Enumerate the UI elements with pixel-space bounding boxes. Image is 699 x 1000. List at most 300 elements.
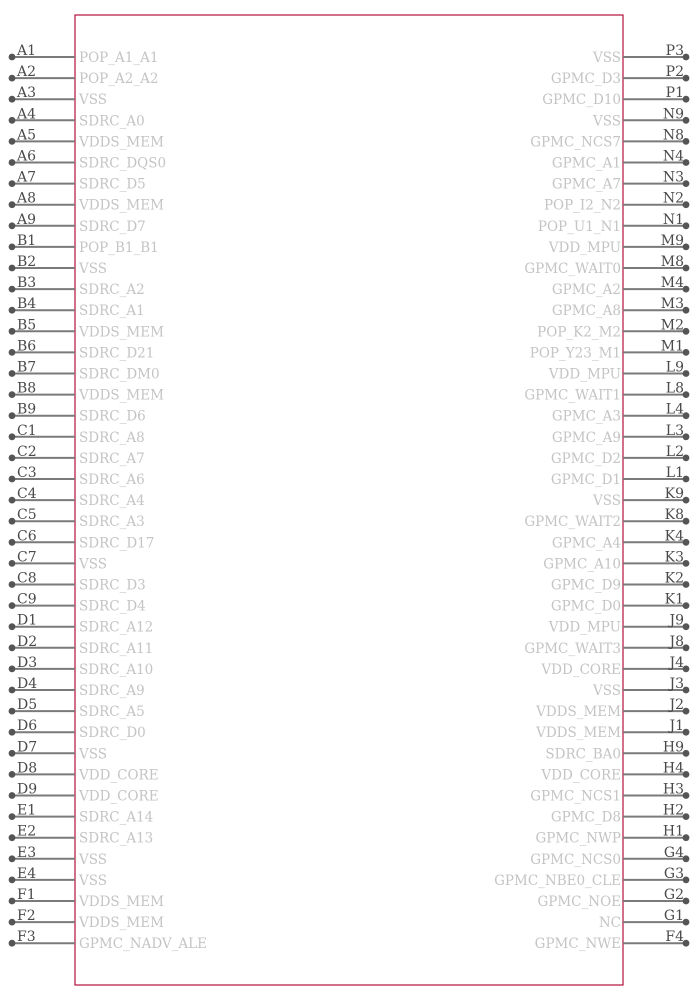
pin-name: SDRC_A5 bbox=[79, 704, 145, 721]
pin-name: GPMC_A8 bbox=[551, 303, 621, 320]
pin-number: J9 bbox=[669, 612, 684, 629]
pin-name: GPMC_NCS7 bbox=[530, 134, 621, 151]
pin-number: C1 bbox=[17, 422, 37, 439]
right-pin bbox=[530, 782, 689, 805]
right-pin bbox=[552, 170, 690, 193]
left-pin bbox=[9, 43, 159, 66]
pin-name: POP_A2_A2 bbox=[79, 71, 159, 88]
pin-name: POP_Y23_M1 bbox=[529, 345, 621, 362]
pin-name: VDD_MPU bbox=[548, 366, 621, 383]
pin-name: SDRC_D5 bbox=[79, 176, 146, 193]
left-pin bbox=[9, 908, 164, 931]
pin-name: GPMC_WAIT2 bbox=[524, 514, 621, 531]
pin-number: A1 bbox=[17, 43, 37, 59]
pin-name: SDRC_A6 bbox=[79, 472, 145, 488]
pin-name: SDRC_A12 bbox=[79, 619, 154, 636]
pin-end-dot bbox=[9, 602, 16, 609]
pin-number: C3 bbox=[17, 465, 37, 481]
right-pin bbox=[552, 423, 690, 446]
pin-number: B3 bbox=[17, 275, 37, 292]
pin-number: C4 bbox=[17, 486, 37, 503]
pin-number: L3 bbox=[665, 422, 684, 439]
left-pin bbox=[9, 549, 107, 572]
pin-name: POP_I2_N2 bbox=[543, 197, 621, 214]
pin-name: GPMC_NOE bbox=[537, 894, 621, 910]
pin-name: VSS bbox=[592, 113, 621, 130]
pin-name: SDRC_A1 bbox=[79, 303, 145, 320]
pin-name: VSS bbox=[592, 493, 621, 510]
pin-name: SDRC_BA0 bbox=[545, 746, 621, 763]
pin-number: K1 bbox=[664, 591, 684, 608]
pin-end-dot bbox=[9, 560, 16, 567]
pin-name: VDDS_MEM bbox=[79, 324, 164, 341]
pin-number: L1 bbox=[665, 465, 684, 481]
pin-number: M2 bbox=[660, 317, 684, 334]
pin-number: K8 bbox=[664, 507, 684, 524]
right-pin bbox=[542, 85, 689, 108]
left-pin bbox=[9, 85, 107, 108]
pin-name: SDRC_D0 bbox=[79, 725, 146, 742]
pin-end-dot bbox=[9, 307, 16, 314]
pin-end-dot bbox=[9, 834, 16, 841]
pin-number: N9 bbox=[662, 106, 684, 123]
right-pin bbox=[548, 360, 690, 383]
right-pin bbox=[545, 739, 689, 762]
pin-name: VSS bbox=[79, 261, 108, 277]
right-pin bbox=[551, 444, 690, 467]
left-pin bbox=[9, 127, 164, 150]
pin-number: M1 bbox=[660, 338, 684, 355]
pin-end-dot bbox=[9, 729, 16, 736]
pin-name: VDD_CORE bbox=[541, 661, 621, 678]
pin-end-dot bbox=[9, 708, 16, 715]
left-pin bbox=[9, 423, 145, 446]
pin-number: G3 bbox=[663, 865, 684, 882]
pin-name: VDD_CORE bbox=[541, 767, 621, 784]
pin-name: POP_A1_A1 bbox=[79, 50, 159, 66]
pin-name: SDRC_A9 bbox=[79, 683, 145, 699]
left-pin bbox=[9, 64, 159, 87]
pin-name: GPMC_WAIT0 bbox=[524, 261, 621, 277]
pin-end-dot bbox=[9, 159, 16, 166]
pin-name: SDRC_A8 bbox=[79, 429, 145, 446]
pin-name: POP_B1_B1 bbox=[79, 239, 159, 256]
pin-end-dot bbox=[9, 666, 16, 673]
pin-number: C2 bbox=[17, 443, 37, 460]
left-pin bbox=[9, 317, 164, 340]
pin-name: GPMC_D3 bbox=[550, 71, 621, 88]
left-pin bbox=[9, 465, 145, 488]
pin-number: P2 bbox=[665, 64, 684, 81]
pin-number: D8 bbox=[17, 760, 38, 777]
left-pin bbox=[9, 486, 145, 509]
pin-number: J2 bbox=[669, 697, 684, 714]
pin-name: GPMC_A2 bbox=[551, 282, 621, 299]
pin-name: GPMC_NWP bbox=[535, 830, 621, 847]
right-pin bbox=[551, 465, 690, 488]
pin-end-dot bbox=[9, 518, 16, 525]
pin-number: C7 bbox=[17, 549, 37, 566]
pin-end-dot bbox=[9, 433, 16, 440]
pin-end-dot bbox=[9, 96, 16, 103]
pin-number: H1 bbox=[662, 823, 684, 840]
pin-end-dot bbox=[9, 750, 16, 757]
pin-name: SDRC_A4 bbox=[79, 493, 145, 510]
pin-number: C6 bbox=[17, 528, 37, 545]
pin-number: G2 bbox=[663, 887, 684, 903]
pin-number: D1 bbox=[17, 612, 38, 629]
left-pin bbox=[9, 929, 207, 952]
pin-name: VDDS_MEM bbox=[79, 134, 164, 151]
pin-number: B2 bbox=[17, 254, 37, 270]
pin-number: K3 bbox=[664, 549, 684, 566]
pin-name: VSS bbox=[79, 92, 108, 109]
pin-number: H2 bbox=[662, 802, 684, 819]
pin-number: A9 bbox=[17, 211, 37, 228]
pin-number: N3 bbox=[662, 169, 684, 186]
pin-end-dot bbox=[9, 539, 16, 546]
pin-end-dot bbox=[9, 581, 16, 588]
right-pin bbox=[599, 908, 690, 931]
pin-end-dot bbox=[9, 117, 16, 124]
pin-name: GPMC_A9 bbox=[551, 429, 621, 446]
pin-number: J3 bbox=[669, 676, 684, 692]
pin-name: SDRC_A11 bbox=[79, 640, 154, 657]
pin-end-dot bbox=[9, 370, 16, 377]
pin-name: SDRC_D21 bbox=[79, 345, 155, 362]
pin-name: SDRC_A7 bbox=[79, 450, 145, 467]
pin-name: SDRC_D4 bbox=[79, 598, 146, 615]
pin-number: D7 bbox=[17, 739, 38, 756]
pin-number: N8 bbox=[662, 127, 684, 144]
pin-name: GPMC_D8 bbox=[550, 809, 621, 826]
right-pin bbox=[524, 634, 689, 657]
left-pin bbox=[9, 212, 146, 235]
left-pin bbox=[9, 402, 146, 425]
pin-number: H4 bbox=[662, 760, 684, 777]
right-pin bbox=[592, 43, 689, 66]
right-pin bbox=[552, 528, 690, 551]
pin-number: L2 bbox=[665, 443, 684, 460]
right-pin bbox=[530, 127, 689, 150]
left-pin bbox=[9, 655, 154, 678]
right-pin bbox=[552, 149, 690, 172]
pin-name: SDRC_A0 bbox=[79, 113, 145, 130]
pin-name: SDRC_A10 bbox=[79, 661, 154, 678]
right-pin bbox=[524, 254, 689, 277]
pin-end-dot bbox=[9, 813, 16, 820]
left-pin bbox=[9, 170, 146, 193]
pin-end-dot bbox=[9, 265, 16, 272]
pin-number: G4 bbox=[663, 844, 684, 861]
pin-number: F1 bbox=[17, 887, 36, 903]
left-pin bbox=[9, 106, 145, 129]
right-pin bbox=[552, 275, 690, 298]
pin-number: M8 bbox=[660, 254, 684, 270]
right-pin bbox=[592, 676, 689, 699]
pin-number: C9 bbox=[17, 591, 37, 608]
pin-number: A8 bbox=[17, 190, 37, 207]
pin-number: P1 bbox=[665, 85, 684, 102]
left-pin bbox=[9, 191, 164, 214]
pin-name: GPMC_NWE bbox=[534, 936, 621, 953]
pin-number: J4 bbox=[669, 654, 684, 671]
pin-name: SDRC_D7 bbox=[79, 218, 146, 235]
left-pin-column bbox=[9, 43, 207, 952]
left-pin bbox=[9, 782, 159, 805]
pin-number: J1 bbox=[669, 718, 684, 735]
right-pin bbox=[530, 845, 689, 868]
pin-number: B6 bbox=[17, 338, 37, 355]
pin-number: B4 bbox=[17, 296, 37, 313]
pin-name: VDD_CORE bbox=[79, 767, 159, 784]
pin-name: VSS bbox=[79, 746, 108, 763]
right-pin bbox=[494, 866, 689, 889]
pin-end-dot bbox=[9, 898, 16, 905]
pin-end-dot bbox=[9, 201, 16, 208]
left-pin bbox=[9, 296, 145, 319]
pin-number: L9 bbox=[665, 359, 684, 376]
pin-end-dot bbox=[9, 497, 16, 504]
left-pin bbox=[9, 718, 146, 741]
pin-name: GPMC_D9 bbox=[550, 577, 621, 594]
right-pin bbox=[535, 824, 689, 847]
left-pin bbox=[9, 613, 154, 636]
pin-name: VSS bbox=[79, 556, 108, 573]
pin-end-dot bbox=[9, 286, 16, 293]
left-pin bbox=[9, 360, 160, 383]
pin-name: GPMC_A4 bbox=[551, 535, 621, 552]
right-pin bbox=[548, 613, 690, 636]
pin-number: L8 bbox=[665, 380, 684, 397]
pin-name: GPMC_A7 bbox=[551, 176, 621, 193]
pin-name: VDDS_MEM bbox=[79, 915, 164, 932]
pin-name: GPMC_WAIT3 bbox=[524, 640, 621, 657]
pin-number: D2 bbox=[17, 633, 38, 650]
pin-end-dot bbox=[9, 940, 16, 947]
right-pin bbox=[537, 317, 689, 340]
pin-number: N2 bbox=[662, 190, 684, 207]
pin-end-dot bbox=[9, 919, 16, 926]
pin-name: VDD_CORE bbox=[79, 788, 159, 805]
pin-number: M4 bbox=[660, 275, 684, 292]
pin-name: VDDS_MEM bbox=[79, 197, 164, 214]
pin-name: VSS bbox=[592, 683, 621, 699]
right-pin bbox=[524, 507, 689, 530]
right-pin bbox=[552, 296, 690, 319]
pin-end-dot bbox=[9, 771, 16, 778]
right-pin bbox=[551, 64, 690, 87]
right-pin bbox=[535, 718, 689, 741]
right-pin bbox=[538, 212, 690, 235]
pin-number: E2 bbox=[17, 823, 37, 840]
pin-number: B5 bbox=[17, 317, 37, 334]
pin-number: G1 bbox=[663, 908, 684, 925]
pin-name: SDRC_A13 bbox=[79, 830, 154, 847]
pin-end-dot bbox=[9, 644, 16, 651]
pin-name: VSS bbox=[79, 872, 108, 889]
pin-number: M3 bbox=[660, 296, 684, 313]
left-pin bbox=[9, 233, 159, 256]
pin-end-dot bbox=[9, 54, 16, 61]
pin-name: VDDS_MEM bbox=[79, 387, 164, 404]
pin-name: SDRC_A3 bbox=[79, 514, 145, 531]
pin-number: E4 bbox=[17, 865, 37, 882]
pin-number: J8 bbox=[669, 633, 684, 650]
pin-number: M9 bbox=[660, 232, 684, 249]
pin-number: E3 bbox=[17, 844, 37, 861]
right-pin bbox=[535, 929, 690, 952]
pin-end-dot bbox=[9, 623, 16, 630]
pin-name: NC bbox=[598, 915, 621, 932]
pin-name: SDRC_D6 bbox=[79, 408, 146, 425]
pin-end-dot bbox=[9, 222, 16, 229]
pin-number: D3 bbox=[17, 654, 38, 671]
pin-name: POP_K2_M2 bbox=[537, 324, 621, 341]
left-pin bbox=[9, 634, 154, 657]
left-pin bbox=[9, 254, 107, 277]
left-pin bbox=[9, 338, 155, 361]
pin-end-dot bbox=[9, 349, 16, 356]
right-pin bbox=[530, 338, 690, 361]
pin-number: D5 bbox=[17, 697, 38, 714]
pin-name: VSS bbox=[592, 50, 621, 66]
right-pin bbox=[535, 697, 689, 720]
left-pin bbox=[9, 697, 145, 720]
pin-name: SDRC_DM0 bbox=[79, 366, 160, 383]
pin-end-dot bbox=[9, 687, 16, 694]
pin-name: VDD_MPU bbox=[548, 619, 621, 636]
right-pin bbox=[543, 549, 689, 572]
pin-name: GPMC_A1 bbox=[551, 155, 621, 172]
right-pin-column bbox=[494, 43, 689, 952]
pin-number: H3 bbox=[662, 781, 684, 798]
left-pin bbox=[9, 507, 145, 530]
pin-name: VDDS_MEM bbox=[536, 704, 621, 721]
pin-number: D6 bbox=[17, 718, 38, 735]
pin-number: B8 bbox=[17, 380, 37, 397]
left-pin bbox=[9, 739, 107, 762]
pin-number: F3 bbox=[17, 929, 36, 946]
pin-name: VDD_MPU bbox=[548, 239, 621, 256]
pin-name: GPMC_D1 bbox=[550, 472, 621, 488]
right-pin bbox=[524, 381, 689, 404]
right-pin bbox=[592, 106, 689, 129]
left-pin bbox=[9, 592, 146, 615]
right-pin bbox=[552, 402, 690, 425]
pin-name: GPMC_D2 bbox=[550, 450, 621, 467]
left-pin bbox=[9, 275, 145, 298]
left-pin bbox=[9, 381, 164, 404]
pin-name: GPMC_A10 bbox=[543, 556, 621, 573]
pin-end-dot bbox=[9, 328, 16, 335]
left-pin bbox=[9, 824, 154, 847]
left-pin bbox=[9, 866, 107, 889]
pin-end-dot bbox=[9, 792, 16, 799]
pin-name: SDRC_A14 bbox=[79, 809, 154, 826]
pin-end-dot bbox=[9, 180, 16, 187]
pin-end-dot bbox=[9, 75, 16, 82]
right-pin bbox=[551, 803, 690, 826]
pin-name: VDDS_MEM bbox=[536, 725, 621, 742]
pin-number: N4 bbox=[662, 148, 684, 165]
pin-number: B1 bbox=[17, 232, 37, 249]
pin-name: GPMC_D0 bbox=[550, 598, 621, 615]
pin-name: VDDS_MEM bbox=[79, 894, 164, 910]
right-pin bbox=[544, 191, 689, 214]
left-pin bbox=[9, 571, 146, 594]
pin-name: VSS bbox=[79, 851, 108, 868]
pin-name: GPMC_A3 bbox=[551, 408, 621, 425]
pin-number: E1 bbox=[17, 802, 37, 819]
pin-name: GPMC_NBE0_CLE bbox=[494, 872, 621, 889]
pin-name: GPMC_D10 bbox=[542, 92, 621, 109]
pin-number: B7 bbox=[17, 359, 37, 376]
pin-end-dot bbox=[9, 476, 16, 483]
left-pin bbox=[9, 845, 107, 868]
pin-end-dot bbox=[9, 412, 16, 419]
pin-name: GPMC_NADV_ALE bbox=[79, 936, 207, 953]
pin-name: GPMC_NCS0 bbox=[530, 851, 621, 868]
pin-number: A2 bbox=[17, 64, 37, 81]
left-pin bbox=[9, 444, 145, 467]
left-pin bbox=[9, 149, 166, 172]
pin-end-dot bbox=[9, 391, 16, 398]
pin-number: P3 bbox=[665, 43, 684, 59]
left-pin bbox=[9, 676, 145, 699]
pin-end-dot bbox=[9, 138, 16, 145]
pin-name: POP_U1_N1 bbox=[537, 218, 621, 235]
pin-number: D4 bbox=[17, 676, 38, 692]
right-pin bbox=[551, 592, 690, 615]
right-pin bbox=[592, 486, 689, 509]
pin-number: A3 bbox=[17, 85, 37, 102]
pin-number: K9 bbox=[664, 486, 684, 503]
right-pin bbox=[551, 571, 690, 594]
pin-end-dot bbox=[9, 455, 16, 462]
pin-number: A5 bbox=[17, 127, 37, 144]
pin-number: H9 bbox=[662, 739, 684, 756]
pin-number: A4 bbox=[17, 106, 37, 123]
pin-name: GPMC_NCS1 bbox=[530, 788, 621, 805]
pin-number: K4 bbox=[664, 528, 684, 545]
right-pin bbox=[537, 887, 689, 910]
pin-name: GPMC_WAIT1 bbox=[524, 387, 621, 404]
pin-number: C5 bbox=[17, 507, 37, 524]
pin-end-dot bbox=[9, 244, 16, 251]
left-pin bbox=[9, 803, 154, 826]
pin-name: SDRC_D3 bbox=[79, 577, 146, 594]
right-pin bbox=[540, 655, 689, 678]
pin-number: N1 bbox=[662, 211, 684, 228]
pin-number: K2 bbox=[664, 570, 684, 587]
right-pin bbox=[540, 760, 689, 783]
left-pin bbox=[9, 760, 159, 783]
pin-number: F2 bbox=[17, 908, 36, 925]
pin-number: L4 bbox=[665, 401, 684, 418]
left-pin bbox=[9, 528, 155, 551]
left-pin bbox=[9, 887, 164, 910]
pin-number: B9 bbox=[17, 401, 37, 418]
pin-number: C8 bbox=[17, 570, 37, 587]
pin-number: A7 bbox=[17, 169, 37, 186]
right-pin bbox=[548, 233, 690, 256]
pin-end-dot bbox=[9, 877, 16, 884]
pin-number: A6 bbox=[17, 148, 37, 165]
pin-name: SDRC_DQS0 bbox=[79, 155, 167, 172]
pin-name: SDRC_D17 bbox=[79, 535, 155, 552]
pin-end-dot bbox=[9, 855, 16, 862]
